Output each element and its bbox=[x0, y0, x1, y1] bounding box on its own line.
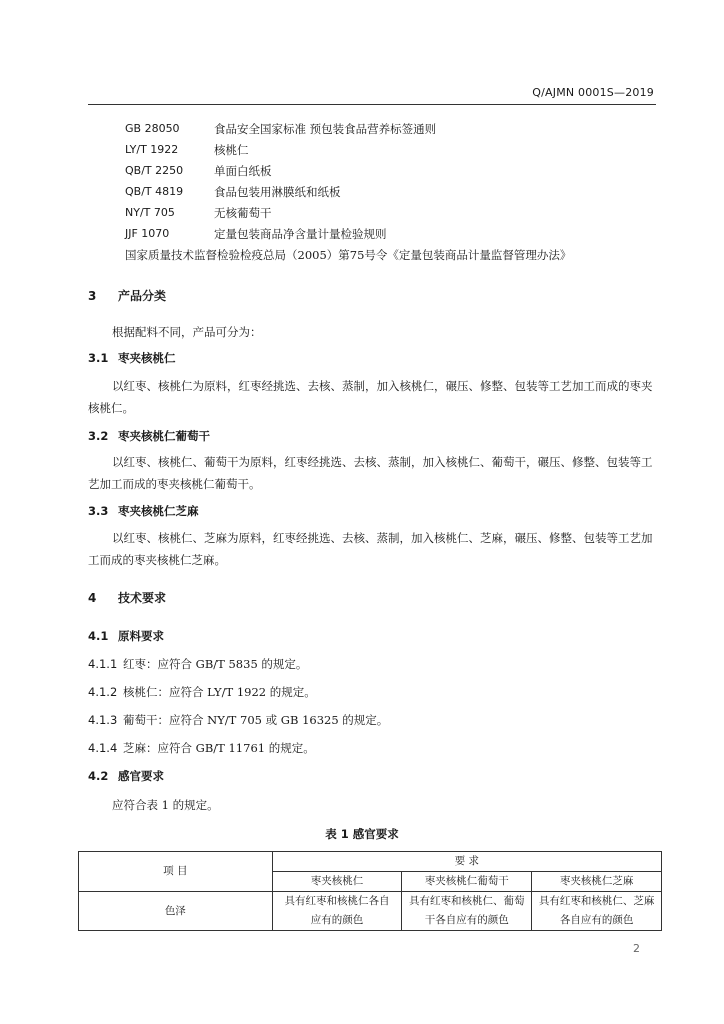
section-4-heading bbox=[88, 589, 166, 606]
clause-text: 葡萄干：应符合 NY/T 705 或 GB 16325 的规定。 bbox=[123, 713, 389, 727]
reference-title: 核桃仁 bbox=[214, 143, 249, 157]
section-number: 3 bbox=[88, 289, 97, 303]
reference-code: QB/T 2250 bbox=[125, 164, 184, 177]
reference-title: 食品包装用淋膜纸和纸板 bbox=[214, 185, 341, 199]
clause-text: 核桃仁：应符合 LY/T 1922 的规定。 bbox=[123, 685, 316, 699]
section-title: 技术要求 bbox=[118, 591, 167, 605]
section-title: 产品分类 bbox=[118, 289, 167, 303]
section-3-3-paragraph: 以红枣、核桃仁、芝麻为原料，红枣经挑选、去核、蒸制，加入核桃仁、芝麻，碾压、修整、包装等工艺加工而成的枣夹核桃仁芝麻。 bbox=[88, 531, 653, 567]
row-label: 色泽 bbox=[79, 892, 273, 931]
clause-text: 芝麻：应符合 GB/T 11761 的规定。 bbox=[123, 741, 315, 755]
page-number: 2 bbox=[633, 942, 640, 955]
reference-code: JJF 1070 bbox=[125, 227, 170, 240]
section-number: 4.2 bbox=[88, 769, 109, 783]
subheader-cell: 枣夹核桃仁芝麻 bbox=[532, 872, 662, 892]
section-number: 4 bbox=[88, 591, 97, 605]
reference-code: LY/T 1922 bbox=[125, 143, 179, 156]
clause-4-1-1 bbox=[88, 656, 307, 672]
section-3-2-paragraph: 以红枣、核桃仁、葡萄干为原料，红枣经挑选、去核、蒸制，加入核桃仁、葡萄干，碾压、修整、包装等工艺加工而成的枣夹核桃仁葡萄干。 bbox=[88, 455, 653, 491]
cell-line: 具有红枣和核桃仁、芝麻 bbox=[538, 895, 655, 907]
clause-number: 4.1.1 bbox=[88, 657, 118, 671]
subheader-cell: 枣夹核桃仁葡萄干 bbox=[402, 872, 532, 892]
clause-4-1-2 bbox=[88, 684, 316, 700]
section-3-heading bbox=[88, 287, 166, 304]
section-title: 枣夹核桃仁 bbox=[118, 351, 176, 365]
section-title: 枣夹核桃仁葡萄干 bbox=[118, 429, 210, 443]
section-4-1-heading bbox=[88, 628, 164, 644]
clause-number: 4.1.2 bbox=[88, 685, 118, 699]
section-3-intro: 根据配料不同，产品可分为： bbox=[112, 325, 262, 339]
section-number: 3.1 bbox=[88, 351, 109, 365]
cell-line: 各自应有的颜色 bbox=[559, 914, 634, 926]
reference-code: GB 28050 bbox=[125, 122, 180, 135]
section-number: 3.2 bbox=[88, 429, 109, 443]
table-cell bbox=[272, 892, 402, 931]
reference-title: 定量包装商品净含量计量检验规则 bbox=[214, 227, 387, 241]
clause-number: 4.1.4 bbox=[88, 741, 118, 755]
reference-regulation: 国家质量技术监督检验检疫总局（2005）第75号令《定量包装商品计量监督管理办法》 bbox=[125, 248, 572, 262]
reference-title: 单面白纸板 bbox=[214, 164, 272, 178]
header-requirement: 要 求 bbox=[272, 852, 661, 872]
reference-title: 无核葡萄干 bbox=[214, 206, 272, 220]
sensory-requirements-table bbox=[78, 851, 662, 931]
cell-line: 应有的颜色 bbox=[310, 914, 364, 926]
header-rule bbox=[88, 104, 656, 105]
cell-line: 具有红枣和核桃仁、葡萄 bbox=[409, 895, 525, 907]
section-3-3-heading bbox=[88, 503, 199, 519]
section-3-2-heading bbox=[88, 428, 210, 444]
document-code: Q/AJMN 0001S—2019 bbox=[532, 86, 654, 99]
table-cell bbox=[402, 892, 532, 931]
section-4-2-intro: 应符合表 1 的规定。 bbox=[112, 798, 219, 812]
subheader-cell: 枣夹核桃仁 bbox=[272, 872, 402, 892]
reference-code: QB/T 4819 bbox=[125, 185, 184, 198]
clause-4-1-4 bbox=[88, 740, 315, 756]
section-title: 感官要求 bbox=[118, 769, 164, 783]
section-title: 原料要求 bbox=[118, 629, 164, 643]
table-caption: 表 1 感官要求 bbox=[325, 827, 399, 841]
section-number: 3.3 bbox=[88, 504, 109, 518]
table-row bbox=[79, 892, 662, 931]
cell-line: 具有红枣和核桃仁各自 bbox=[284, 895, 390, 907]
reference-code: NY/T 705 bbox=[125, 206, 175, 219]
table-header-row bbox=[79, 852, 662, 872]
table-cell bbox=[532, 892, 662, 931]
section-3-1-paragraph: 以红枣、核桃仁为原料，红枣经挑选、去核、蒸制，加入核桃仁，碾压、修整、包装等工艺加工而成的枣夹核桃仁。 bbox=[88, 379, 653, 415]
section-3-1-heading bbox=[88, 350, 176, 366]
reference-title: 食品安全国家标准 预包装食品营养标签通则 bbox=[214, 122, 437, 136]
clause-text: 红枣：应符合 GB/T 5835 的规定。 bbox=[123, 657, 308, 671]
section-title: 枣夹核桃仁芝麻 bbox=[118, 504, 199, 518]
section-number: 4.1 bbox=[88, 629, 109, 643]
section-4-2-heading bbox=[88, 768, 164, 784]
header-item: 项 目 bbox=[79, 852, 273, 892]
clause-number: 4.1.3 bbox=[88, 713, 118, 727]
cell-line: 干各自应有的颜色 bbox=[424, 914, 509, 926]
clause-4-1-3 bbox=[88, 712, 388, 728]
